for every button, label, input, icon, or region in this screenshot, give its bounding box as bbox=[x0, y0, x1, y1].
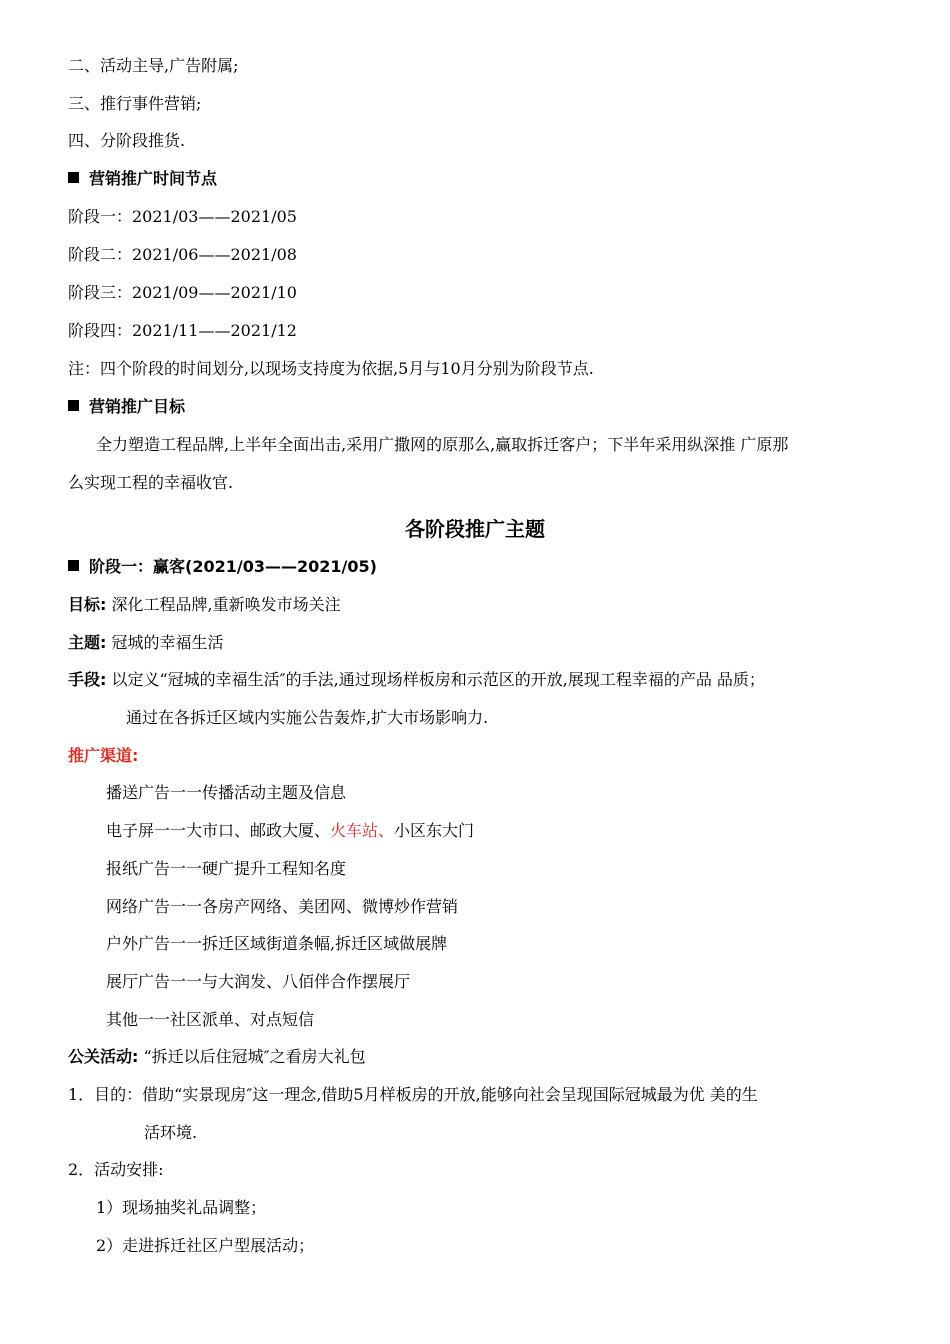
stage-3-dates: 阶段三：2021/09——2021/10 bbox=[68, 283, 297, 302]
theme-row bbox=[68, 633, 224, 653]
strategy-item-3: 三、推行事件营销; bbox=[68, 94, 202, 113]
numbered-item-2: 2．活动安排: bbox=[68, 1160, 164, 1179]
theme-label: 主题: bbox=[68, 633, 107, 652]
channel-item: 其他一一社区派单、对点短信 bbox=[106, 1010, 315, 1029]
strategy-item-4: 四、分阶段推货. bbox=[68, 131, 186, 150]
numbered-item-1: 1．目的：借助“实景现房″这一理念,借助5月样板房的开放,能够向社会呈现国际冠城最为优 美的生 bbox=[68, 1085, 758, 1104]
sub-item-1: 1）现场抽奖礼品调整； bbox=[96, 1198, 267, 1217]
target-text: 深化工程品牌,重新唤发市场关注 bbox=[111, 595, 341, 614]
channel-item: 报纸广告一一硬广提升工程知名度 bbox=[106, 859, 347, 878]
channel-item: 网络广告一一各房产网络、美团网、微博炒作营销 bbox=[106, 897, 459, 916]
channel-item: 电子屏一一大市口、邮政大厦、火车站、小区东大门 bbox=[106, 821, 475, 840]
channel-label: 推广渠道: bbox=[68, 746, 139, 765]
sub-item-2: 2）走进拆迁社区户型展活动； bbox=[96, 1236, 315, 1255]
goal-paragraph-line-1: 全力塑造工程品牌,上半年全面出击,采用广撒网的原那么,赢取拆迁客户；下半年采用纵深推 广原那 bbox=[96, 435, 789, 454]
means-label: 手段: bbox=[68, 670, 107, 689]
theme-text: 冠城的幸福生活 bbox=[111, 633, 224, 652]
stage-1-dates: 阶段一：2021/03——2021/05 bbox=[68, 207, 297, 226]
means-text: 以定义“冠城的幸福生活″的手法,通过现场样板房和示范区的开放,展现工程幸福的产品 品质； bbox=[111, 670, 765, 689]
phase-1-heading: 阶段一：赢客(2021/03——2021/05) bbox=[68, 557, 377, 577]
target-row bbox=[68, 595, 341, 615]
stage-2-dates: 阶段二：2021/06——2021/08 bbox=[68, 245, 297, 264]
pr-label: 公关活动: bbox=[68, 1047, 139, 1066]
bullet-square-icon bbox=[68, 172, 79, 183]
section-title: 各阶段推广主题 bbox=[405, 517, 545, 541]
bullet-square-icon bbox=[68, 560, 79, 571]
heading-timeline: 营销推广时间节点 bbox=[68, 169, 217, 189]
means-text-line-2: 通过在各拆迁区域内实施公告轰炸,扩大市场影响力. bbox=[126, 708, 489, 727]
means-row bbox=[68, 670, 765, 690]
pr-text: “拆迁以后住冠城″之看房大礼包 bbox=[143, 1047, 366, 1066]
heading-goal: 营销推广目标 bbox=[68, 397, 185, 417]
highlight-text: 火车站、 bbox=[330, 821, 395, 840]
strategy-item-2: 二、活动主导,广告附属; bbox=[68, 56, 239, 75]
stage-4-dates: 阶段四：2021/11——2021/12 bbox=[68, 321, 297, 340]
goal-paragraph-line-2: 么实现工程的幸福收官. bbox=[68, 473, 234, 492]
numbered-item-1-cont: 活环境. bbox=[144, 1123, 198, 1142]
channel-item: 户外广告一一拆迁区域街道条幅,拆迁区域做展牌 bbox=[106, 934, 448, 953]
pr-row bbox=[68, 1047, 366, 1067]
bullet-square-icon bbox=[68, 400, 79, 411]
target-label: 目标: bbox=[68, 595, 107, 614]
channel-item: 播送广告一一传播活动主题及信息 bbox=[106, 783, 347, 802]
timeline-note: 注：四个阶段的时间划分,以现场支持度为依据,5月与10月分别为阶段节点. bbox=[68, 359, 594, 378]
channel-item: 展厅广告一一与大润发、八佰伴合作摆展厅 bbox=[106, 972, 411, 991]
